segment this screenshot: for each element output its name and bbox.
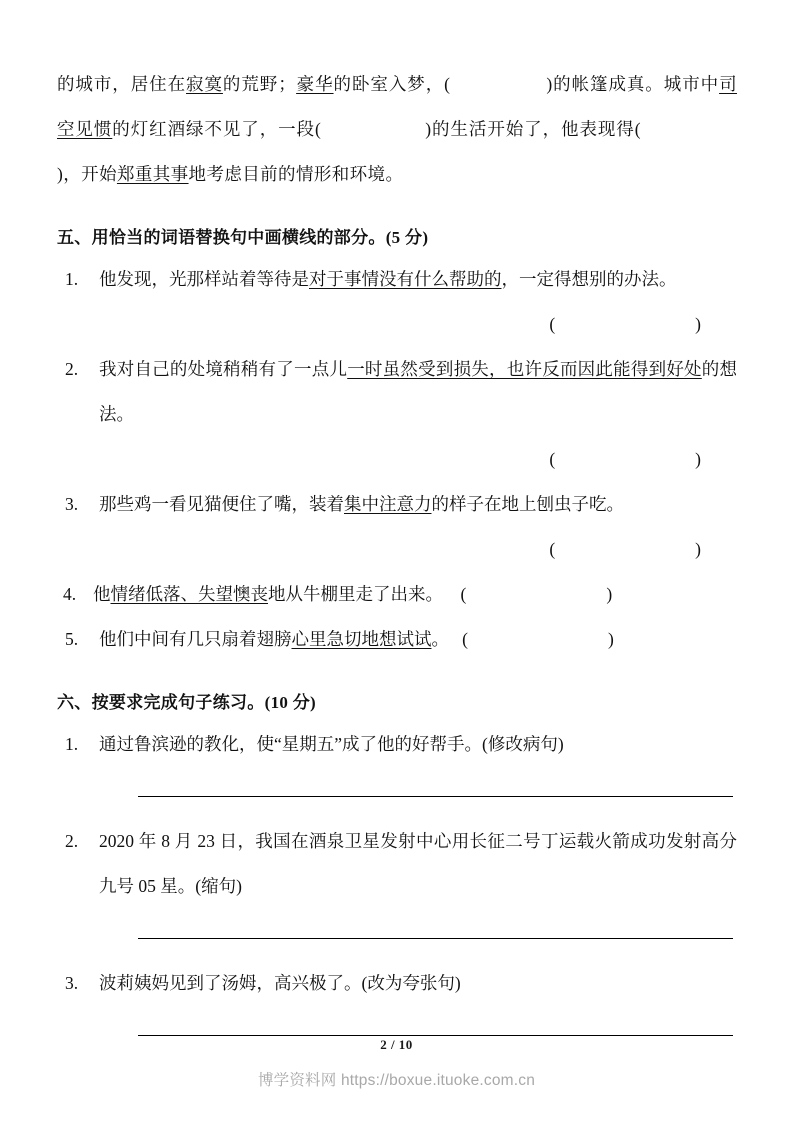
section-five-heading (57, 223, 737, 253)
answer-paren-open: ( (462, 629, 468, 649)
item-number: 5. (65, 629, 79, 649)
answer-write-line-3[interactable] (138, 1035, 733, 1036)
carryover-line1-text-a: 的城市，居住在 (57, 74, 187, 94)
item-text: 通过鲁滨逊的教化，使“星期五”成了他的好帮手。(修改病句) (99, 734, 564, 754)
item-underlined-phrase: 一时虽然受到损失，也许反而因此能得到好处 (347, 359, 702, 379)
item-underlined-phrase: 情绪低落、失望懊丧 (110, 584, 268, 604)
carryover-line1-underlined-2: 豪华 (296, 74, 334, 94)
carryover-line3-text-c: 地考虑目前的情形和环境。 (188, 164, 404, 184)
section-five-item-2 (57, 347, 737, 437)
carryover-line3-text-b: )，开始 (57, 164, 117, 184)
answer-paren-open: ( (549, 314, 556, 334)
carryover-line1-text-b: 的荒野； (222, 74, 297, 94)
answer-paren-close: ) (695, 539, 701, 559)
carryover-line1-text-c: 的卧室入梦，( (333, 74, 451, 94)
section-five-score: (5 分) (385, 228, 429, 247)
item-underlined-phrase: 心里急切地想试试 (291, 629, 432, 649)
carryover-line2-text-b: 的灯红酒绿不见了，一段( (112, 119, 322, 139)
item-number: 2. (65, 359, 79, 379)
item-text-line2: 发射高分九号 05 星。(缩句) (99, 831, 737, 896)
section-five-item-5 (57, 617, 737, 662)
section-six-score: (10 分) (264, 693, 316, 712)
section-five-answer-5[interactable] (449, 629, 614, 649)
item-text-line1: 2020 年 8 月 23 日，我国在酒泉卫星发射中心用长征二号丁运载火箭成功 (99, 831, 666, 851)
watermark-url: https://boxue.ituoke.com.cn (340, 1072, 536, 1089)
item-number: 1. (65, 734, 79, 754)
section-five-answer-4[interactable] (443, 584, 612, 604)
answer-write-line-2[interactable] (138, 938, 733, 939)
watermark (0, 1068, 793, 1090)
item-text-b: 。 (431, 629, 449, 649)
answer-write-line-1[interactable] (138, 796, 733, 797)
section-six-item-2 (57, 819, 737, 909)
item-text-a: 那些鸡一看见猫便住了嘴，装着 (99, 494, 344, 514)
carryover-line2-text-a: 市中 (682, 74, 720, 94)
section-five-item-3 (57, 482, 737, 527)
carryover-line1-text-d: )的帐篷成真。城 (546, 74, 683, 94)
section-six-heading (57, 688, 737, 718)
item-underlined-phrase: 集中注意力 (344, 494, 432, 514)
item-number: 3. (65, 973, 79, 993)
carryover-line2-underlined-1: 司空见惯 (57, 74, 737, 139)
item-number: 2. (65, 831, 79, 851)
item-text-a: 他发现，光那样站着等待是 (99, 269, 309, 289)
section-six-item-1 (57, 722, 737, 767)
carryover-line2-text-c: )的生活开始了，他表现 (425, 119, 617, 139)
item-text-b: ，一定得想别的办法。 (501, 269, 677, 289)
page-content (57, 62, 737, 1058)
item-text-b: 的样子在地上刨虫子吃。 (431, 494, 624, 514)
answer-paren-close: ) (607, 629, 614, 649)
item-text-a: 他 (93, 584, 111, 604)
item-text-a: 我对自己的处境稍稍有了一点儿 (99, 359, 348, 379)
carryover-line1-underlined-1: 寂寞 (186, 74, 223, 94)
item-underlined-phrase: 对于事情没有什么帮助的 (309, 269, 502, 289)
carryover-line3-underlined-1: 郑重其事 (116, 164, 189, 184)
section-six-title: 六、按要求完成句子练习。 (57, 693, 265, 712)
answer-paren-close: ) (606, 584, 613, 604)
section-five-item-1 (57, 257, 737, 302)
item-number: 4. (63, 584, 77, 604)
answer-paren-open: ( (460, 584, 467, 604)
answer-paren-close: ) (695, 314, 701, 334)
item-text: 波莉姨妈见到了汤姆，高兴极了。(改为夸张句) (99, 973, 461, 993)
carryover-paragraph (57, 62, 737, 197)
section-five-answer-2[interactable] (57, 437, 737, 482)
answer-paren-close: ) (695, 449, 701, 469)
carryover-line3-text-a: 得( (616, 119, 641, 139)
section-five-item-4 (57, 572, 737, 617)
item-text-b: 的想法。 (99, 359, 738, 424)
item-number: 3. (65, 494, 79, 514)
answer-paren-open: ( (549, 539, 556, 559)
page-number: 2 / 10 (380, 1037, 413, 1052)
answer-paren-open: ( (549, 449, 556, 469)
watermark-site-name: 博学资料网 (257, 1072, 337, 1089)
item-number: 1. (65, 269, 79, 289)
item-text-b: 地从牛棚里走了出来。 (268, 584, 443, 604)
item-text-a: 他们中间有几只扇着翅膀 (99, 629, 292, 649)
section-five-answer-1[interactable] (57, 302, 737, 347)
section-five-answer-3[interactable] (57, 527, 737, 572)
section-five-title: 五、用恰当的词语替换句中画横线的部分。 (57, 228, 386, 247)
section-six-item-3 (57, 961, 737, 1006)
